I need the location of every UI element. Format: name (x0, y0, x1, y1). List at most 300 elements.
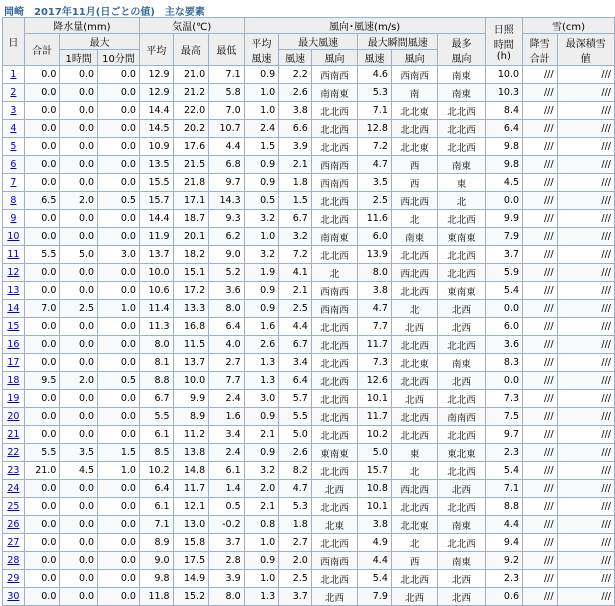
day-cell[interactable] (3, 570, 25, 588)
cell-sun: 3.6 (485, 336, 522, 354)
header-temp-min: 最低 (209, 34, 245, 66)
cell-p-1h: 0.0 (60, 66, 98, 84)
day-link[interactable]: 23 (7, 465, 20, 476)
cell-w-max: 6.7 (279, 336, 312, 354)
cell-snow-fall: /// (523, 84, 558, 102)
cell-sun: 6.4 (485, 120, 522, 138)
cell-t-avg: 12.9 (139, 66, 173, 84)
cell-sun: 7.5 (485, 408, 522, 426)
cell-w-max: 5.7 (279, 390, 312, 408)
cell-p-1h: 2.0 (60, 192, 98, 210)
cell-t-max: 22.0 (173, 102, 209, 120)
cell-w-most: 北北西 (438, 246, 485, 264)
day-link[interactable]: 29 (7, 573, 20, 584)
day-link[interactable]: 4 (10, 123, 17, 134)
cell-snow-fall: /// (523, 66, 558, 84)
cell-w-gust-dir: 北西 (391, 390, 437, 408)
cell-snow-depth: /// (557, 210, 614, 228)
day-link[interactable]: 13 (7, 285, 20, 296)
day-cell[interactable] (3, 66, 25, 84)
cell-w-gust: 7.3 (358, 354, 392, 372)
table-row (3, 534, 615, 552)
cell-w-avg: 3.2 (244, 462, 279, 480)
cell-t-avg: 15.7 (139, 192, 173, 210)
cell-w-avg: 0.9 (244, 408, 279, 426)
day-cell[interactable] (3, 282, 25, 300)
day-cell[interactable] (3, 228, 25, 246)
header-precip-max: 最大 (60, 34, 140, 50)
cell-p-1h: 0.0 (60, 552, 98, 570)
cell-t-min: 2.8 (209, 552, 245, 570)
cell-w-most: 東南東 (438, 282, 485, 300)
cell-w-avg: 0.9 (244, 156, 279, 174)
cell-w-gust-dir: 北北西 (391, 372, 437, 390)
table-row (3, 210, 615, 228)
cell-w-most: 南南西 (438, 408, 485, 426)
day-link[interactable]: 22 (7, 447, 20, 458)
cell-w-most: 南東 (438, 552, 485, 570)
cell-t-max: 20.2 (173, 120, 209, 138)
day-cell[interactable] (3, 588, 25, 606)
cell-w-gust: 11.6 (358, 210, 392, 228)
header-precip-1h: 1時間 (60, 50, 98, 66)
day-link[interactable]: 20 (7, 411, 20, 422)
cell-p-10m: 0.0 (98, 120, 140, 138)
cell-snow-fall: /// (523, 336, 558, 354)
day-cell[interactable] (3, 354, 25, 372)
day-cell[interactable] (3, 516, 25, 534)
cell-w-avg: 3.2 (244, 246, 279, 264)
cell-t-min: 6.1 (209, 462, 245, 480)
day-cell[interactable] (3, 156, 25, 174)
cell-w-max-dir: 北北西 (311, 462, 357, 480)
cell-w-max-dir: 北北西 (311, 138, 357, 156)
cell-w-avg: 1.0 (244, 102, 279, 120)
cell-w-max-dir: 西南西 (311, 156, 357, 174)
cell-p-10m: 0.0 (98, 516, 140, 534)
cell-snow-fall: /// (523, 516, 558, 534)
cell-p-1h: 2.0 (60, 372, 98, 390)
cell-t-max: 16.8 (173, 318, 209, 336)
cell-snow-fall: /// (523, 480, 558, 498)
cell-t-max: 13.8 (173, 444, 209, 462)
cell-w-max: 6.7 (279, 210, 312, 228)
cell-w-gust-dir: 北 (391, 210, 437, 228)
cell-t-avg: 8.9 (139, 534, 173, 552)
cell-w-gust: 13.9 (358, 246, 392, 264)
cell-w-most: 南東 (438, 84, 485, 102)
cell-w-gust-dir: 南 (391, 84, 437, 102)
cell-sun: 8.8 (485, 498, 522, 516)
cell-t-avg: 11.3 (139, 318, 173, 336)
cell-w-avg: 3.2 (244, 210, 279, 228)
day-link[interactable]: 10 (7, 231, 20, 242)
cell-snow-fall: /// (523, 138, 558, 156)
day-link[interactable]: 30 (7, 591, 20, 602)
cell-w-max-dir: 北北西 (311, 390, 357, 408)
cell-snow-fall: /// (523, 228, 558, 246)
day-cell[interactable] (3, 390, 25, 408)
cell-w-most: 北西 (438, 372, 485, 390)
cell-sun: 2.3 (485, 444, 522, 462)
cell-t-min: 7.0 (209, 102, 245, 120)
cell-w-max: 3.7 (279, 588, 312, 606)
cell-p-10m: 0.0 (98, 66, 140, 84)
cell-t-min: 2.4 (209, 444, 245, 462)
cell-w-avg: 0.9 (244, 174, 279, 192)
cell-p-10m: 0.0 (98, 228, 140, 246)
cell-t-min: 7.1 (209, 66, 245, 84)
cell-p-1h: 0.0 (60, 264, 98, 282)
cell-w-max: 5.0 (279, 426, 312, 444)
cell-snow-fall: /// (523, 588, 558, 606)
cell-w-gust: 3.8 (358, 282, 392, 300)
day-link[interactable]: 7 (10, 177, 17, 188)
cell-sun: 9.9 (485, 210, 522, 228)
day-link[interactable]: 28 (7, 555, 20, 566)
day-link[interactable]: 21 (7, 429, 20, 440)
cell-w-gust-dir: 北北西 (391, 498, 437, 516)
cell-p-10m: 1.0 (98, 462, 140, 480)
cell-t-min: 0.5 (209, 498, 245, 516)
day-link[interactable]: 2 (10, 87, 17, 98)
cell-t-max: 21.8 (173, 174, 209, 192)
cell-p-total: 0.0 (24, 318, 60, 336)
cell-sun: 0.0 (485, 192, 522, 210)
day-link[interactable]: 15 (7, 321, 20, 332)
cell-snow-fall: /// (523, 552, 558, 570)
day-link[interactable]: 24 (7, 483, 20, 494)
cell-w-gust: 5.3 (358, 84, 392, 102)
cell-p-total: 6.5 (24, 192, 60, 210)
cell-w-gust: 4.6 (358, 66, 392, 84)
day-cell[interactable] (3, 552, 25, 570)
table-row (3, 390, 615, 408)
day-link[interactable]: 16 (7, 339, 20, 350)
cell-p-1h: 4.5 (60, 462, 98, 480)
cell-p-total: 5.5 (24, 444, 60, 462)
table-row (3, 174, 615, 192)
cell-t-max: 18.7 (173, 210, 209, 228)
table-row (3, 480, 615, 498)
cell-w-gust: 10.2 (358, 426, 392, 444)
cell-w-avg: 0.5 (244, 192, 279, 210)
cell-p-total: 0.0 (24, 480, 60, 498)
day-cell[interactable] (3, 498, 25, 516)
table-row (3, 354, 615, 372)
day-cell[interactable] (3, 372, 25, 390)
cell-w-most: 北北西 (438, 138, 485, 156)
table-row (3, 444, 615, 462)
cell-t-avg: 6.4 (139, 480, 173, 498)
day-cell[interactable] (3, 192, 25, 210)
cell-t-min: 9.0 (209, 246, 245, 264)
cell-snow-fall: /// (523, 498, 558, 516)
cell-w-max-dir: 北北西 (311, 246, 357, 264)
day-link[interactable]: 9 (10, 213, 17, 224)
cell-t-avg: 8.5 (139, 444, 173, 462)
table-row (3, 408, 615, 426)
cell-p-10m: 1.5 (98, 444, 140, 462)
cell-w-most: 東南東 (438, 228, 485, 246)
cell-w-max-dir: 北西 (311, 588, 357, 606)
day-link[interactable]: 6 (10, 159, 17, 170)
cell-t-min: 7.7 (209, 372, 245, 390)
cell-w-most: 北北西 (438, 336, 485, 354)
day-cell[interactable] (3, 534, 25, 552)
cell-w-gust-dir: 西南西 (391, 66, 437, 84)
cell-t-min: 4.4 (209, 138, 245, 156)
day-cell[interactable] (3, 246, 25, 264)
day-cell[interactable] (3, 84, 25, 102)
cell-p-1h: 0.0 (60, 138, 98, 156)
day-cell[interactable] (3, 318, 25, 336)
cell-w-gust: 11.7 (358, 336, 392, 354)
cell-t-min: 9.3 (209, 210, 245, 228)
cell-t-min: 3.4 (209, 426, 245, 444)
cell-sun: 5.4 (485, 282, 522, 300)
cell-p-10m: 0.0 (98, 534, 140, 552)
cell-w-avg: 1.3 (244, 588, 279, 606)
cell-snow-fall: /// (523, 354, 558, 372)
cell-w-max: 2.6 (279, 84, 312, 102)
header-snow-fall: 降雪 合計 (523, 34, 558, 66)
cell-sun: 6.0 (485, 318, 522, 336)
day-cell[interactable] (3, 462, 25, 480)
header-sunshine: 日照 時間 (h) (485, 18, 522, 66)
day-cell[interactable] (3, 120, 25, 138)
day-cell[interactable] (3, 210, 25, 228)
cell-t-avg: 14.4 (139, 210, 173, 228)
day-cell[interactable] (3, 426, 25, 444)
cell-w-avg: 1.3 (244, 354, 279, 372)
cell-p-1h: 0.0 (60, 516, 98, 534)
day-link[interactable]: 19 (7, 393, 20, 404)
cell-p-total: 0.0 (24, 336, 60, 354)
cell-w-most: 北北西 (438, 102, 485, 120)
cell-w-gust: 4.4 (358, 552, 392, 570)
cell-w-max: 5.3 (279, 498, 312, 516)
cell-w-most: 北西 (438, 570, 485, 588)
cell-w-avg: 1.5 (244, 138, 279, 156)
cell-w-max: 3.8 (279, 102, 312, 120)
cell-t-min: 5.2 (209, 264, 245, 282)
cell-snow-fall: /// (523, 318, 558, 336)
day-link[interactable]: 18 (7, 375, 20, 386)
cell-w-gust-dir: 北北東 (391, 138, 437, 156)
cell-w-avg: 3.0 (244, 390, 279, 408)
cell-w-max-dir: 西南西 (311, 174, 357, 192)
cell-snow-depth: /// (557, 516, 614, 534)
cell-w-most: 北北西 (438, 498, 485, 516)
cell-t-avg: 10.0 (139, 264, 173, 282)
cell-w-avg: 1.3 (244, 372, 279, 390)
day-cell[interactable] (3, 480, 25, 498)
cell-p-1h: 0.0 (60, 480, 98, 498)
cell-t-min: 14.3 (209, 192, 245, 210)
cell-p-total: 5.5 (24, 246, 60, 264)
day-link[interactable]: 8 (10, 195, 17, 206)
table-row (3, 372, 615, 390)
cell-snow-depth: /// (557, 336, 614, 354)
table-row (3, 552, 615, 570)
cell-t-max: 17.1 (173, 192, 209, 210)
cell-snow-fall: /// (523, 264, 558, 282)
day-link[interactable]: 17 (7, 357, 20, 368)
table-row (3, 156, 615, 174)
cell-t-max: 14.9 (173, 570, 209, 588)
day-cell[interactable] (3, 408, 25, 426)
cell-p-total: 0.0 (24, 516, 60, 534)
table-row (3, 120, 615, 138)
cell-w-most: 北西 (438, 480, 485, 498)
cell-p-total: 0.0 (24, 354, 60, 372)
cell-p-total: 0.0 (24, 534, 60, 552)
cell-w-gust-dir: 西北西 (391, 480, 437, 498)
cell-snow-depth: /// (557, 228, 614, 246)
cell-w-max-dir: 北北西 (311, 498, 357, 516)
cell-w-gust-dir: 西北西 (391, 192, 437, 210)
cell-t-min: 2.7 (209, 354, 245, 372)
cell-sun: 5.4 (485, 462, 522, 480)
cell-t-avg: 5.5 (139, 408, 173, 426)
cell-w-max-dir: 北東 (311, 516, 357, 534)
day-link[interactable]: 26 (7, 519, 20, 530)
cell-sun: 9.7 (485, 426, 522, 444)
cell-w-gust-dir: 北北西 (391, 408, 437, 426)
cell-w-gust: 3.8 (358, 516, 392, 534)
header-wind-gust-speed: 風速 (358, 50, 392, 66)
cell-w-gust: 6.0 (358, 228, 392, 246)
cell-w-gust-dir: 西 (391, 552, 437, 570)
cell-w-max: 3.2 (279, 228, 312, 246)
cell-snow-fall: /// (523, 156, 558, 174)
cell-p-total: 0.0 (24, 120, 60, 138)
cell-t-avg: 14.5 (139, 120, 173, 138)
cell-sun: 4.5 (485, 174, 522, 192)
cell-t-min: 1.6 (209, 408, 245, 426)
cell-t-min: 3.7 (209, 534, 245, 552)
cell-t-avg: 9.0 (139, 552, 173, 570)
header-wind-most: 最多 風向 (438, 34, 485, 66)
day-link[interactable]: 14 (7, 303, 20, 314)
cell-w-avg: 0.9 (244, 66, 279, 84)
cell-snow-depth: /// (557, 480, 614, 498)
cell-w-avg: 2.6 (244, 336, 279, 354)
cell-snow-depth: /// (557, 534, 614, 552)
cell-w-max-dir: 南南東 (311, 228, 357, 246)
cell-p-total: 9.5 (24, 372, 60, 390)
day-link[interactable]: 5 (10, 141, 17, 152)
day-cell[interactable] (3, 102, 25, 120)
cell-p-10m: 0.0 (98, 174, 140, 192)
day-link[interactable]: 25 (7, 501, 20, 512)
cell-sun: 8.3 (485, 354, 522, 372)
cell-w-max: 3.4 (279, 354, 312, 372)
day-link[interactable]: 1 (10, 69, 17, 80)
cell-w-avg: 0.9 (244, 282, 279, 300)
day-cell[interactable] (3, 264, 25, 282)
cell-w-max-dir: 南南東 (311, 84, 357, 102)
cell-p-total: 0.0 (24, 426, 60, 444)
day-link[interactable]: 27 (7, 537, 20, 548)
cell-p-10m: 3.0 (98, 246, 140, 264)
cell-t-avg: 13.7 (139, 246, 173, 264)
cell-snow-fall: /// (523, 534, 558, 552)
cell-p-10m: 0.0 (98, 426, 140, 444)
cell-sun: 10.0 (485, 66, 522, 84)
cell-p-10m: 0.0 (98, 318, 140, 336)
cell-t-avg: 10.9 (139, 138, 173, 156)
cell-t-min: 9.7 (209, 174, 245, 192)
cell-snow-depth: /// (557, 246, 614, 264)
cell-w-avg: 2.4 (244, 120, 279, 138)
cell-w-gust-dir: 北北西 (391, 426, 437, 444)
day-link[interactable]: 11 (7, 249, 20, 260)
cell-snow-depth: /// (557, 156, 614, 174)
cell-sun: 10.3 (485, 84, 522, 102)
cell-p-10m: 0.0 (98, 210, 140, 228)
cell-sun: 3.7 (485, 246, 522, 264)
cell-w-gust: 7.1 (358, 102, 392, 120)
cell-p-1h: 2.5 (60, 300, 98, 318)
header-wind-max-speed: 風速 (279, 50, 312, 66)
cell-snow-depth: /// (557, 120, 614, 138)
cell-w-max-dir: 北北西 (311, 318, 357, 336)
cell-w-max: 4.4 (279, 318, 312, 336)
cell-p-total: 0.0 (24, 552, 60, 570)
cell-t-avg: 13.5 (139, 156, 173, 174)
cell-w-gust: 4.7 (358, 156, 392, 174)
cell-w-gust-dir: 北北西 (391, 336, 437, 354)
cell-t-min: 1.4 (209, 480, 245, 498)
day-cell[interactable] (3, 138, 25, 156)
day-cell[interactable] (3, 444, 25, 462)
cell-snow-fall: /// (523, 174, 558, 192)
cell-p-1h: 0.0 (60, 84, 98, 102)
cell-w-gust: 10.8 (358, 480, 392, 498)
cell-t-max: 14.8 (173, 462, 209, 480)
cell-sun: 9.4 (485, 534, 522, 552)
cell-w-most: 北西 (438, 300, 485, 318)
day-cell[interactable] (3, 300, 25, 318)
cell-snow-depth: /// (557, 390, 614, 408)
cell-t-max: 13.3 (173, 300, 209, 318)
cell-sun: 4.4 (485, 516, 522, 534)
cell-w-gust: 10.1 (358, 498, 392, 516)
cell-p-1h: 0.0 (60, 570, 98, 588)
cell-t-avg: 11.8 (139, 588, 173, 606)
cell-w-avg: 1.0 (244, 570, 279, 588)
day-link[interactable]: 12 (7, 267, 20, 278)
header-wind-max-dir: 風向 (311, 50, 357, 66)
cell-w-gust-dir: 北西 (391, 318, 437, 336)
cell-w-most: 南東 (438, 66, 485, 84)
cell-snow-depth: /// (557, 552, 614, 570)
header-temp-avg: 平均 (139, 34, 173, 66)
day-link[interactable]: 3 (10, 105, 17, 116)
day-cell[interactable] (3, 174, 25, 192)
cell-w-gust: 12.6 (358, 372, 392, 390)
table-row (3, 84, 615, 102)
cell-snow-fall: /// (523, 300, 558, 318)
cell-w-max-dir: 西南西 (311, 66, 357, 84)
day-cell[interactable] (3, 336, 25, 354)
cell-p-1h: 0.0 (60, 408, 98, 426)
cell-w-max: 3.9 (279, 138, 312, 156)
cell-w-avg: 0.8 (244, 516, 279, 534)
cell-w-avg: 1.0 (244, 84, 279, 102)
